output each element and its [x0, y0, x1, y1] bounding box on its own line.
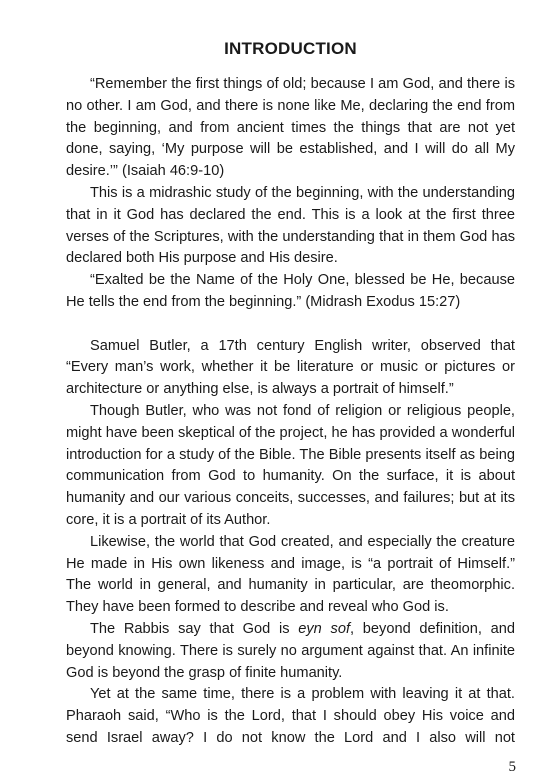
- rabbis-text-before: The Rabbis say that God is: [90, 620, 299, 637]
- rabbis-term: eyn sof: [298, 620, 350, 637]
- rabbis-text-after: , beyond definition, and beyond knowing. There is surely no argument against that. An infinite God is beyond the grasp of finite humanity.: [66, 620, 515, 681]
- paragraph-isaiah-quote: “Remember the first things of old; because I am God, and there is no other. I am God, and there is none like Me, declaring the end from the beginning, and from ancient times the things that are not yet done, saying, ‘My purpose will be established, and I will do all My desire.’” (Isaiah 46:9-10): [66, 76, 515, 180]
- chapter-title: INTRODUCTION: [224, 39, 357, 58]
- paragraph-samuel-butler: Samuel Butler, a 17th century English writer, observed that “Every man’s work, whether it be literature or music or pictures or architecture or anything else, is always a portrait of himself.”: [66, 337, 515, 398]
- paragraph-pharaoh: Yet at the same time, there is a problem with leaving it at that. Pharaoh said, “Who is the Lord, that I should obey His voice and send Israel away? I do not know the Lord and I also will not: [66, 686, 515, 746]
- paragraph-rabbis: [66, 619, 515, 684]
- page-number: 5: [508, 759, 516, 775]
- page-body: [66, 38, 515, 750]
- paragraph-portrait-of-himself: Likewise, the world that God created, and especially the creature He made in His own likeness and image, is “a portrait of Himself.” The world in general, and humanity in particular, are theomorphic. They have been formed to describe and reveal who God is.: [66, 533, 515, 616]
- section-gap: [66, 314, 515, 336]
- paragraph-midrash-exodus: “Exalted be the Name of the Holy One, blessed be He, because He tells the end from the beginning.” (Midrash Exodus 15:27): [66, 272, 515, 310]
- paragraph-butler-skeptical: Though Butler, who was not fond of religion or religious people, might have been skeptical of the project, he has provided a wonderful introduction for a study of the Bible. The Bible presents itself as being communication from God to humanity. On the surface, it is about humanity and our various conceits, successes, and failures; but at its core, it is a portrait of its Author.: [66, 402, 515, 528]
- paragraph-midrashic-study: This is a midrashic study of the beginning, with the understanding that in it God has declared the end. This is a look at the first three verses of the Scriptures, with the understanding that in them God has declared both His purpose and His desire.: [66, 184, 515, 267]
